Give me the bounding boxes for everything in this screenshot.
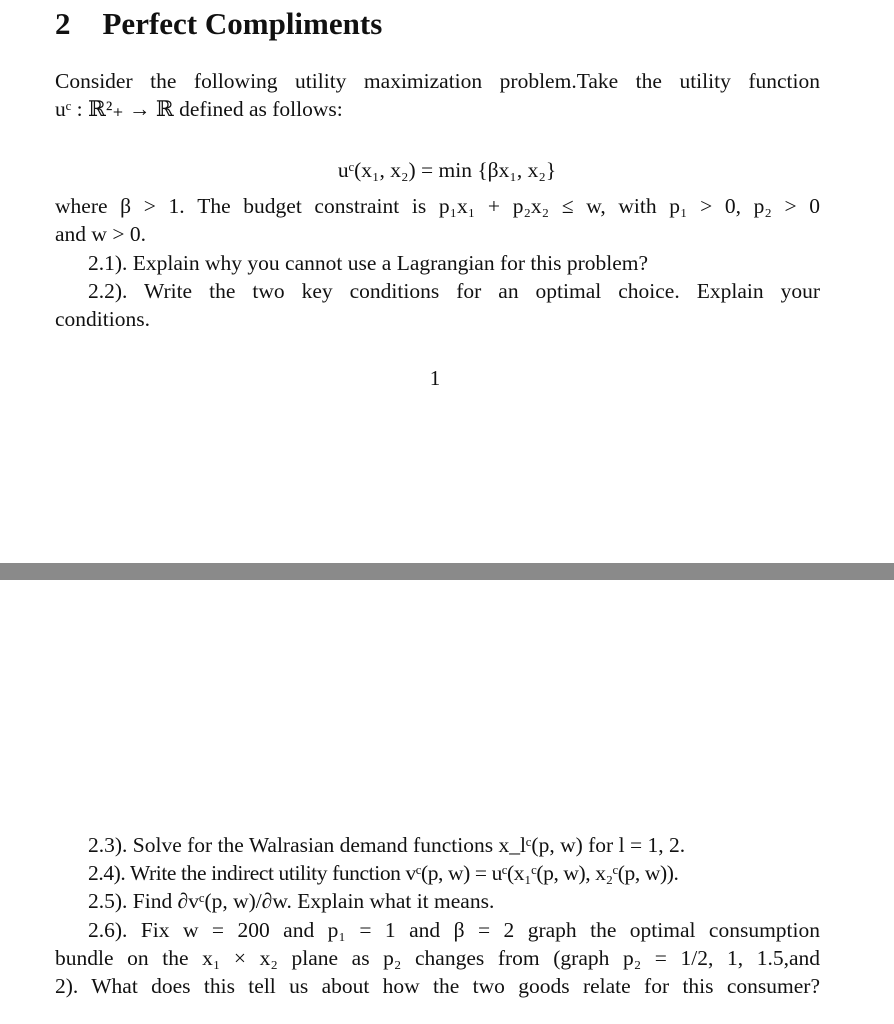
- section-title: Perfect Compliments: [102, 6, 383, 41]
- question-2-4: 2.4). Write the indirect utility function vᶜ(p, w) = uᶜ(x₁ᶜ(p, w), x₂ᶜ(p, w)).: [88, 861, 679, 885]
- intro-line-1: Consider the following utility maximization problem.Take the utility function: [55, 69, 820, 93]
- budget-line-2: and w > 0.: [55, 222, 146, 246]
- question-2-6-line-2: bundle on the x₁ × x₂ plane as p₂ changes from (graph p₂ = 1/2, 1, 1.5,and: [55, 946, 820, 970]
- utility-equation: uᶜ(x₁, x₂) = min {βx₁, x₂}: [337, 158, 557, 182]
- question-2-5: 2.5). Find ∂vᶜ(p, w)/∂w. Explain what it means.: [88, 889, 495, 913]
- section-number: 2: [55, 6, 71, 41]
- section-heading: [55, 6, 382, 42]
- question-2-2-line-2: conditions.: [55, 307, 150, 331]
- page-number: 1: [429, 366, 441, 390]
- intro-line-2: uᶜ : ℝ²₊ → ℝ defined as follows:: [55, 97, 343, 121]
- question-2-1: 2.1). Explain why you cannot use a Lagrangian for this problem?: [88, 251, 649, 275]
- question-2-2-line-1: 2.2). Write the two key conditions for an optimal choice. Explain your: [88, 279, 820, 303]
- page-separator: [0, 563, 894, 580]
- question-2-3: 2.3). Solve for the Walrasian demand functions x_lᶜ(p, w) for l = 1, 2.: [88, 833, 686, 857]
- budget-line-1: where β > 1. The budget constraint is p₁x₁ + p₂x₂ ≤ w, with p₁ > 0, p₂ > 0: [55, 194, 820, 218]
- question-2-6-line-3: 2). What does this tell us about how the two goods relate for this consumer?: [55, 974, 820, 998]
- question-2-6-line-1: 2.6). Fix w = 200 and p₁ = 1 and β = 2 graph the optimal consumption: [88, 918, 820, 942]
